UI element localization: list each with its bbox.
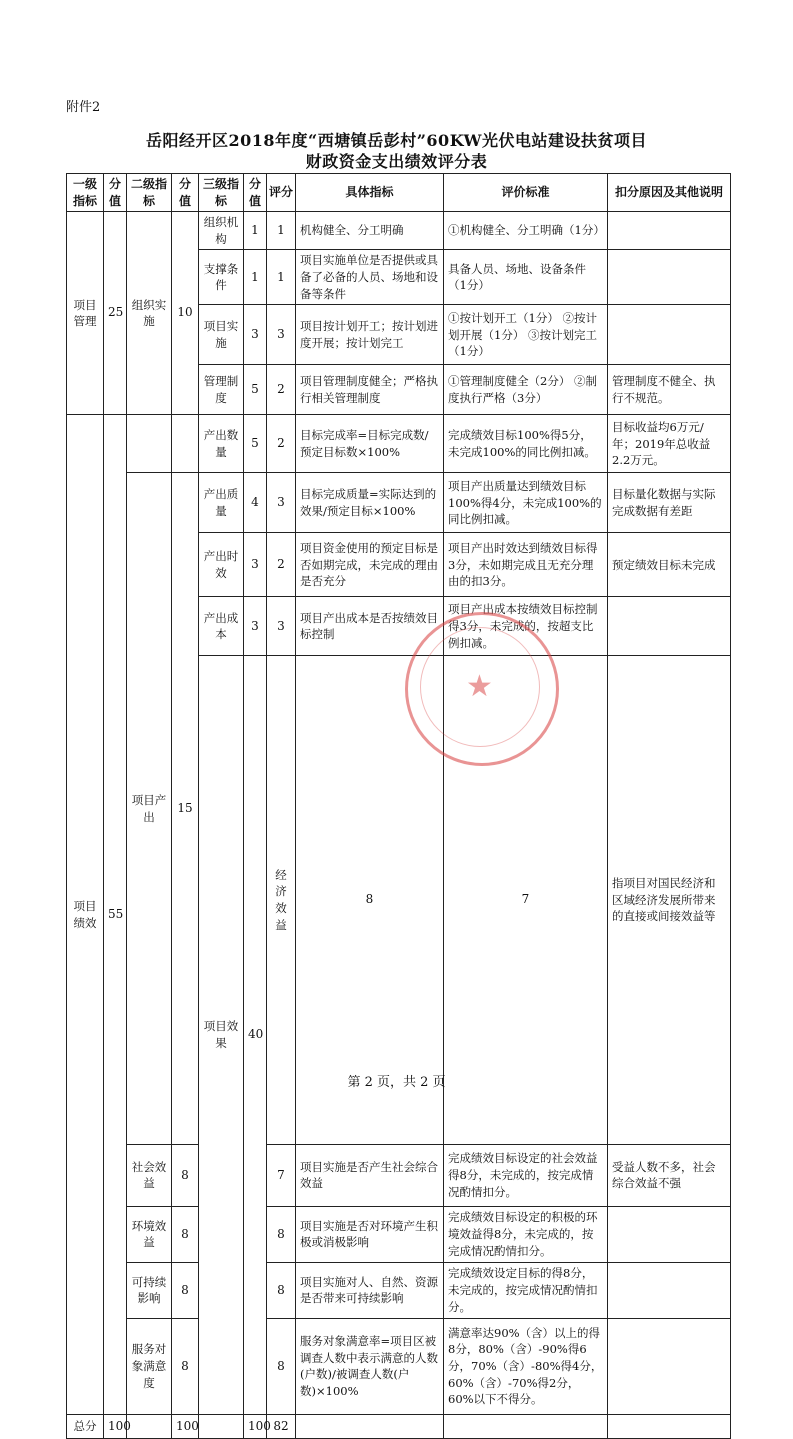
table-row <box>67 1144 731 1206</box>
level3-score-cell: 5 <box>244 365 267 415</box>
level3-score-cell: 3 <box>244 305 267 365</box>
total-empty <box>608 1414 731 1438</box>
level3-score-cell: 8 <box>172 1144 199 1206</box>
header-note: 扣分原因及其他说明 <box>608 174 731 212</box>
seal-star-icon: ★ <box>466 669 493 704</box>
criteria-cell: 项目产出质量达到绩效目标100%得4分，未完成100%的同比例扣减。 <box>444 473 608 533</box>
level1-cell: 项目绩效 <box>67 415 104 1414</box>
level3-score-cell: 4 <box>244 473 267 533</box>
indicator-cell: 项目产出成本是否按绩效目标控制 <box>296 597 444 656</box>
rating-cell: 1 <box>267 212 296 250</box>
total-label: 总分 <box>67 1414 104 1438</box>
page-footer: 第 2 页，共 2 页 <box>347 1075 446 1090</box>
header-score2: 分值 <box>172 174 199 212</box>
note-cell: 预定绩效目标未完成 <box>608 533 731 597</box>
note-cell: 受益人数不多，社会综合效益不强 <box>608 1144 731 1206</box>
header-indicator: 具体指标 <box>296 174 444 212</box>
attachment-label: 附件2 <box>66 100 101 115</box>
header-row <box>67 174 731 212</box>
indicator-cell: 服务对象满意率=项目区被调查人数中表示满意的人数(户数)/被调查人数(户数)×100% <box>296 1318 444 1414</box>
level3-cell: 经济效益 <box>267 656 296 1144</box>
level2-cell: 项目效果 <box>199 656 244 1414</box>
indicator-cell: 目标完成率=目标完成数/预定目标数×100% <box>296 415 444 473</box>
criteria-cell: 完成绩效设定目标的得8分，未完成的，按完成情况酌情扣分。 <box>444 1262 608 1318</box>
evaluation-table <box>66 173 731 1439</box>
level3-cell: 支撑条件 <box>199 250 244 305</box>
rating-cell: 3 <box>267 473 296 533</box>
level2-cell-blank <box>127 415 172 473</box>
criteria-cell: 项目产出时效达到绩效目标得3分，未如期完成且无充分理由的扣3分。 <box>444 533 608 597</box>
criteria-cell: 满意率达90%（含）以上的得8分，80%（含）-90%得6分，70%（含）-80%得4分，60%（含）-70%得2分，60%以下不得分。 <box>444 1318 608 1414</box>
rating-cell: 1 <box>267 250 296 305</box>
rating-cell: 8 <box>267 1262 296 1318</box>
header-level2: 二级指标 <box>127 174 172 212</box>
note-cell <box>608 1262 731 1318</box>
level3-cell: 服务对象满意度 <box>127 1318 172 1414</box>
rating-cell: 7 <box>267 1144 296 1206</box>
criteria-cell: 完成绩效目标100%得5分，未完成100%的同比例扣减。 <box>444 415 608 473</box>
header-level1: 一级指标 <box>67 174 104 212</box>
note-cell <box>608 305 731 365</box>
indicator-cell: 目标完成质量=实际达到的效果/预定目标×100% <box>296 473 444 533</box>
total-score3: 100 <box>244 1414 267 1438</box>
rating-cell: 7 <box>444 656 608 1144</box>
level3-score-cell: 1 <box>244 212 267 250</box>
criteria-cell: 具备人员、场地、设备条件（1分） <box>444 250 608 305</box>
criteria-cell: 完成绩效目标设定的社会效益得8分，未完成的，按完成情况酌情扣分。 <box>444 1144 608 1206</box>
indicator-cell: 项目按计划开工；按计划进度开展；按计划完工 <box>296 305 444 365</box>
total-empty <box>444 1414 608 1438</box>
note-cell: 目标量化数据与实际完成数据有差距 <box>608 473 731 533</box>
level3-score-cell: 5 <box>244 415 267 473</box>
note-cell <box>608 597 731 656</box>
criteria-cell: ①机构健全、分工明确（1分） <box>444 212 608 250</box>
total-row <box>67 1414 731 1438</box>
table-row <box>67 473 731 533</box>
criteria-cell: ①按计划开工（1分） ②按计划开展（1分） ③按计划完工（1分） <box>444 305 608 365</box>
level2-score-cell: 40 <box>244 656 267 1414</box>
level2-score-cell: 15 <box>172 473 199 1144</box>
level2-cell: 组织实施 <box>127 212 172 415</box>
level2-score-cell-blank <box>172 415 199 473</box>
level3-score-cell: 3 <box>244 533 267 597</box>
header-level3: 三级指标 <box>199 174 244 212</box>
criteria-cell: 项目产出成本按绩效目标控制得3分，未完成的，按超支比例扣减。 <box>444 597 608 656</box>
total-rating: 82 <box>267 1414 296 1438</box>
level3-cell: 环境效益 <box>127 1206 172 1262</box>
table-row <box>67 1206 731 1262</box>
level2-score-cell: 10 <box>172 212 199 415</box>
indicator-cell: 项目实施是否对环境产生积极或消极影响 <box>296 1206 444 1262</box>
level3-cell: 社会效益 <box>127 1144 172 1206</box>
indicator-cell: 机构健全、分工明确 <box>296 212 444 250</box>
level3-cell: 产出成本 <box>199 597 244 656</box>
level3-cell: 项目实施 <box>199 305 244 365</box>
level3-score-cell: 8 <box>172 1262 199 1318</box>
total-empty <box>199 1414 244 1438</box>
level3-cell: 产出时效 <box>199 533 244 597</box>
indicator-cell: 项目资金使用的预定目标是否如期完成，未完成的理由是否充分 <box>296 533 444 597</box>
note-cell <box>608 212 731 250</box>
rating-cell: 3 <box>267 597 296 656</box>
level3-score-cell: 8 <box>296 656 444 1144</box>
total-empty <box>296 1414 444 1438</box>
level1-score-cell: 25 <box>104 212 127 415</box>
rating-cell: 2 <box>267 533 296 597</box>
level3-score-cell: 8 <box>172 1206 199 1262</box>
total-empty <box>127 1414 172 1438</box>
level1-cell: 项目管理 <box>67 212 104 415</box>
rating-cell: 2 <box>267 415 296 473</box>
level3-cell: 产出数量 <box>199 415 244 473</box>
rating-cell: 3 <box>267 305 296 365</box>
note-cell <box>608 250 731 305</box>
total-score2: 100 <box>172 1414 199 1438</box>
criteria-cell: ①管理制度健全（2分） ②制度执行严格（3分） <box>444 365 608 415</box>
rating-cell: 8 <box>267 1206 296 1262</box>
level1-score-cell: 55 <box>104 415 127 1414</box>
document-title-line2: 财政资金支出绩效评分表 <box>305 152 488 171</box>
document-title-line1: 岳阳经开区2018年度“西塘镇岳彭村”60KW光伏电站建设扶贫项目 <box>145 131 647 150</box>
level3-score-cell: 3 <box>244 597 267 656</box>
level3-score-cell: 1 <box>244 250 267 305</box>
table-row <box>67 212 731 250</box>
indicator-cell: 项目实施对人、自然、资源是否带来可持续影响 <box>296 1262 444 1318</box>
level3-cell: 管理制度 <box>199 365 244 415</box>
table-row <box>67 1262 731 1318</box>
table-row <box>67 1318 731 1414</box>
level2-cell: 项目产出 <box>127 473 172 1144</box>
note-cell <box>608 1318 731 1414</box>
header-score3: 分值 <box>244 174 267 212</box>
header-score1: 分值 <box>104 174 127 212</box>
note-cell: 目标收益均6万元/年；2019年总收益2.2万元。 <box>608 415 731 473</box>
table-row <box>67 415 731 473</box>
indicator-cell: 指项目对国民经济和区域经济发展所带来的直接或间接效益等 <box>608 656 731 1144</box>
rating-cell: 8 <box>267 1318 296 1414</box>
note-cell: 管理制度不健全、执行不规范。 <box>608 365 731 415</box>
level3-cell: 产出质量 <box>199 473 244 533</box>
level3-cell: 可持续影响 <box>127 1262 172 1318</box>
indicator-cell: 项目实施是否产生社会综合效益 <box>296 1144 444 1206</box>
indicator-cell: 项目管理制度健全；严格执行相关管理制度 <box>296 365 444 415</box>
indicator-cell: 项目实施单位是否提供或具备了必备的人员、场地和设备等条件 <box>296 250 444 305</box>
note-cell <box>608 1206 731 1262</box>
header-criteria: 评价标准 <box>444 174 608 212</box>
header-rating: 评分 <box>267 174 296 212</box>
level3-cell: 组织机构 <box>199 212 244 250</box>
level3-score-cell: 8 <box>172 1318 199 1414</box>
criteria-cell: 完成绩效目标设定的积极的环境效益得8分，未完成的，按完成情况酌情扣分。 <box>444 1206 608 1262</box>
total-score1: 100 <box>104 1414 127 1438</box>
rating-cell: 2 <box>267 365 296 415</box>
